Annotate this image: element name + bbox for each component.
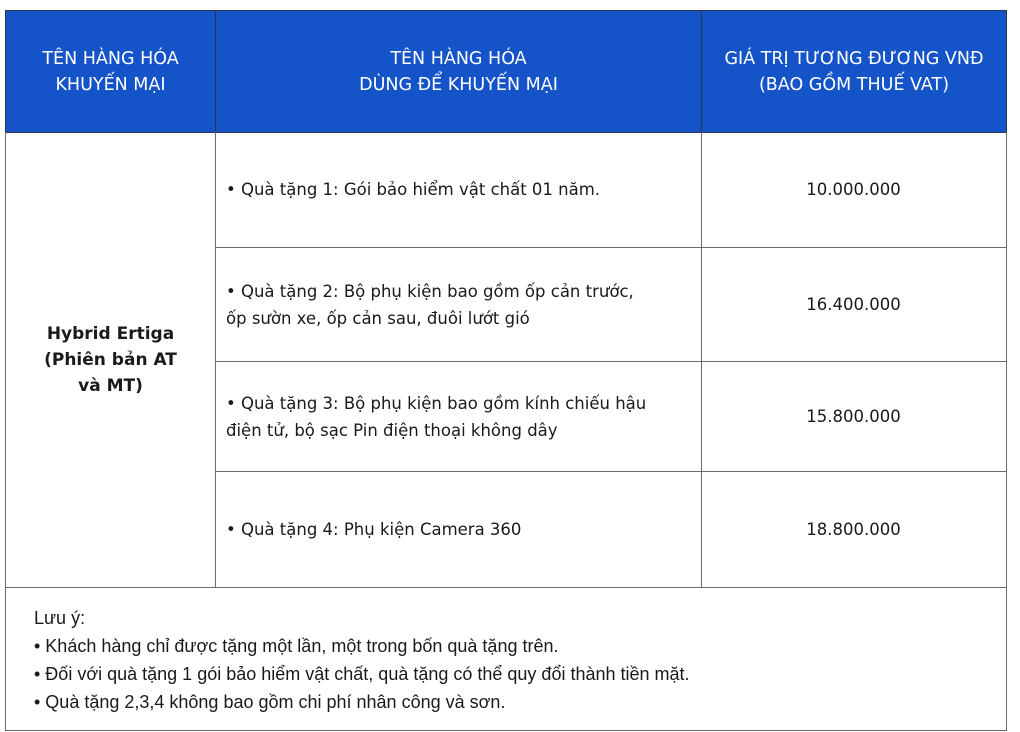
gift-cell — [215, 362, 702, 472]
product-variant: (Phiên bản AT — [44, 349, 177, 370]
note-box — [5, 588, 1007, 731]
gift-text: • Quà tặng 4: Phụ kiện Camera 360 — [226, 520, 522, 539]
table-row — [215, 472, 1007, 588]
gift-text: ốp sườn xe, ốp cản sau, đuôi lướt gió — [226, 308, 530, 328]
header-text: GIÁ TRỊ TƯƠNG ĐƯƠNG VNĐ — [724, 48, 984, 69]
table-row — [215, 362, 1007, 472]
note-item: • Khách hàng chỉ được tặng một lần, một trong bốn quà tặng trên. — [34, 636, 559, 656]
header-gift-items — [215, 10, 702, 133]
value-cell: 16.400.000 — [701, 248, 1007, 362]
product-variant: và MT) — [78, 375, 143, 396]
table-row — [215, 248, 1007, 362]
value-cell: 10.000.000 — [701, 132, 1007, 248]
header-text: (BAO GỒM THUẾ VAT) — [758, 74, 950, 95]
product-name: Hybrid Ertiga — [46, 323, 175, 344]
gift-cell — [215, 472, 702, 588]
gift-text: • Quà tặng 3: Bộ phụ kiện bao gồm kính chiếu hậu — [226, 393, 647, 413]
gift-text: điện tử, bộ sạc Pin điện thoại không dây — [226, 420, 558, 440]
note-title: Lưu ý: — [34, 608, 86, 628]
gift-text: • Quà tặng 2: Bộ phụ kiện bao gồm ốp cản trước, — [226, 281, 634, 301]
table-row — [215, 132, 1007, 248]
header-promo-product — [5, 10, 216, 133]
gift-text: • Quà tặng 1: Gói bảo hiểm vật chất 01 năm. — [226, 180, 601, 199]
header-text: KHUYẾN MẠI — [55, 74, 166, 95]
note-item: • Quà tặng 2,3,4 không bao gồm chi phí nhân công và sơn. — [34, 692, 506, 712]
product-cell — [5, 132, 216, 588]
gift-cell — [215, 132, 702, 248]
header-text: TÊN HÀNG HÓA — [42, 48, 179, 69]
value-cell: 18.800.000 — [701, 472, 1007, 588]
header-text: TÊN HÀNG HÓA — [390, 48, 527, 69]
value-cell: 15.800.000 — [701, 362, 1007, 472]
header-text: DÙNG ĐỂ KHUYẾN MẠI — [359, 74, 558, 95]
header-value-vnd — [701, 10, 1007, 133]
note-item: • Đối với quà tặng 1 gói bảo hiểm vật chất, quà tặng có thể quy đổi thành tiền mặt. — [34, 664, 690, 684]
gift-cell — [215, 248, 702, 362]
